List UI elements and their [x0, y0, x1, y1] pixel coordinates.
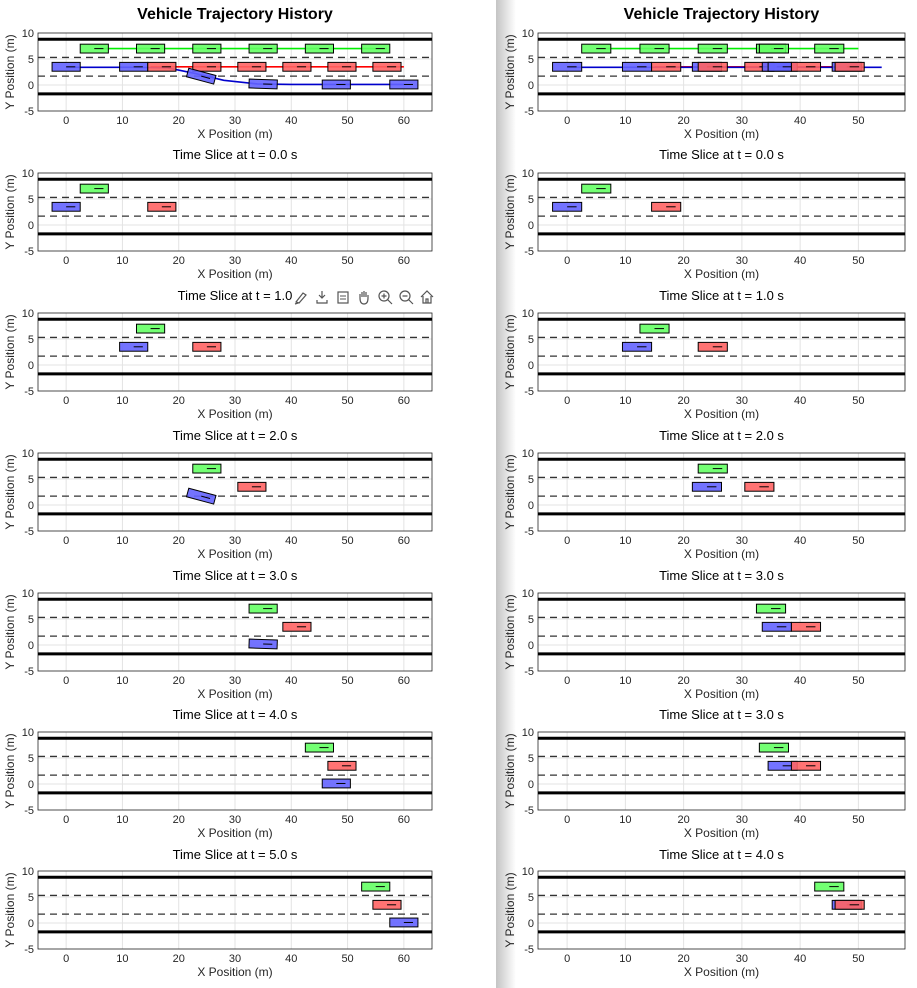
x-tick-label: 50 [852, 255, 865, 267]
x-tick-label: 50 [341, 115, 354, 127]
time-slice-title: Time Slice at t = 2.0 s [659, 428, 784, 443]
vehicle-marker [652, 202, 681, 211]
x-tick-label: 20 [677, 814, 690, 826]
x-axis-label: X Position (m) [197, 407, 273, 421]
time-slice-title: Time Slice at t = 3.0 s [172, 568, 298, 583]
x-tick-label: 30 [228, 675, 242, 687]
x-tick-label: 40 [794, 953, 807, 965]
vehicle-marker [745, 482, 774, 491]
x-tick-label: 20 [172, 395, 185, 407]
figure-title: Vehicle Trajectory History [137, 6, 333, 23]
x-tick-label: 40 [794, 814, 807, 826]
x-tick-label: 0 [564, 953, 571, 965]
x-tick-label: 10 [116, 255, 129, 267]
vehicle-marker [52, 202, 80, 211]
home-icon[interactable] [419, 289, 435, 305]
x-tick-label: 20 [677, 115, 690, 127]
x-tick-label: 10 [619, 814, 632, 826]
vehicle-marker [249, 79, 277, 89]
vehicle-marker [249, 639, 277, 649]
vehicle-marker [120, 62, 148, 71]
x-tick-label: 50 [341, 255, 354, 267]
vehicle-marker [322, 80, 350, 89]
x-tick-label: 10 [116, 535, 129, 547]
vehicle-marker [791, 62, 820, 71]
y-tick-label: 0 [27, 80, 34, 92]
vehicle-marker [328, 62, 356, 71]
vehicle-marker [193, 44, 221, 53]
x-tick-label: 0 [63, 953, 70, 965]
vehicle-marker [373, 62, 401, 71]
y-tick-label: -5 [524, 246, 534, 258]
vehicle-marker [640, 44, 669, 53]
y-tick-label: 10 [21, 28, 34, 40]
x-tick-label: 50 [341, 675, 354, 687]
vehicle-marker [305, 743, 333, 752]
vehicle-marker [791, 622, 820, 631]
x-tick-label: 20 [172, 814, 185, 826]
y-tick-label: 0 [27, 779, 34, 791]
x-tick-label: 30 [735, 395, 749, 407]
x-tick-label: 0 [63, 675, 70, 687]
vehicle-marker [322, 779, 350, 788]
y-tick-label: 0 [27, 918, 34, 930]
x-tick-label: 0 [564, 675, 571, 687]
x-tick-label: 50 [341, 814, 354, 826]
x-tick-label: 30 [228, 395, 242, 407]
x-tick-label: 40 [285, 535, 298, 547]
vehicle-marker [362, 44, 390, 53]
y-tick-label: 0 [27, 640, 34, 652]
vehicle-marker [120, 342, 148, 351]
x-tick-label: 10 [116, 115, 129, 127]
x-tick-label: 10 [619, 255, 632, 267]
x-tick-label: 40 [285, 953, 298, 965]
x-tick-label: 0 [63, 255, 70, 267]
y-tick-label: -5 [524, 386, 534, 398]
x-tick-label: 0 [63, 535, 70, 547]
y-tick-label: 5 [527, 892, 534, 904]
copy-icon[interactable] [335, 289, 351, 305]
x-tick-label: 30 [735, 255, 749, 267]
x-tick-label: 60 [397, 814, 410, 826]
y-tick-label: -5 [24, 805, 34, 817]
x-tick-label: 20 [172, 255, 185, 267]
y-tick-label: 10 [521, 168, 534, 180]
y-tick-label: 5 [527, 54, 534, 66]
x-axis-label: X Position (m) [197, 965, 273, 979]
vehicle-marker [692, 482, 721, 491]
x-tick-label: 20 [172, 115, 185, 127]
vehicle-marker [640, 324, 669, 333]
x-tick-label: 0 [63, 115, 70, 127]
y-tick-label: -5 [24, 666, 34, 678]
y-tick-label: 5 [27, 474, 34, 486]
x-tick-label: 50 [341, 953, 354, 965]
y-tick-label: 5 [527, 753, 534, 765]
vehicle-marker [698, 342, 727, 351]
x-tick-label: 0 [564, 814, 571, 826]
time-slice-title: Time Slice at t = 4.0 s [172, 707, 298, 722]
vehicle-marker [815, 44, 844, 53]
vehicle-marker [362, 882, 390, 891]
y-axis-label: Y Position (m) [503, 594, 517, 670]
y-tick-label: 10 [521, 727, 534, 739]
y-tick-label: 0 [527, 80, 534, 92]
y-tick-label: 5 [27, 614, 34, 626]
y-tick-label: 5 [527, 614, 534, 626]
vehicle-marker [148, 202, 176, 211]
y-tick-label: 5 [27, 892, 34, 904]
vehicle-marker [52, 62, 80, 71]
y-tick-label: -5 [24, 246, 34, 258]
vehicle-marker [553, 202, 582, 211]
x-tick-label: 10 [619, 395, 632, 407]
x-tick-label: 40 [794, 395, 807, 407]
time-slice-title: Time Slice at t = 0.0 s [659, 147, 784, 162]
y-tick-label: 10 [21, 448, 34, 460]
vehicle-marker [762, 622, 791, 631]
x-tick-label: 30 [228, 814, 242, 826]
vehicle-marker [283, 622, 311, 631]
y-tick-label: 0 [527, 779, 534, 791]
x-tick-label: 40 [794, 675, 807, 687]
y-axis-label: Y Position (m) [3, 454, 17, 530]
x-tick-label: 0 [564, 395, 571, 407]
y-axis-label: Y Position (m) [503, 872, 517, 948]
vehicle-marker [80, 184, 108, 193]
vehicle-marker [390, 918, 418, 927]
y-tick-label: 0 [527, 918, 534, 930]
y-tick-label: 0 [527, 640, 534, 652]
x-tick-label: 0 [63, 814, 70, 826]
x-tick-label: 40 [794, 255, 807, 267]
x-tick-label: 0 [564, 535, 571, 547]
vehicle-marker [193, 464, 221, 473]
y-tick-label: 0 [27, 220, 34, 232]
x-tick-label: 20 [677, 953, 690, 965]
x-tick-label: 50 [852, 675, 865, 687]
zoom-in-icon[interactable] [377, 289, 393, 305]
y-tick-label: 10 [21, 588, 34, 600]
vehicle-marker [373, 900, 401, 909]
y-tick-label: 5 [27, 334, 34, 346]
y-tick-label: 0 [27, 500, 34, 512]
vehicle-marker [238, 62, 266, 71]
y-tick-label: 0 [527, 220, 534, 232]
time-slice-title: Time Slice at t = 1.0 [177, 288, 293, 303]
x-tick-label: 30 [228, 115, 242, 127]
x-tick-label: 30 [228, 535, 242, 547]
vehicle-marker [249, 44, 277, 53]
x-tick-label: 10 [116, 814, 129, 826]
y-axis-label: Y Position (m) [3, 872, 17, 948]
vehicle-marker [390, 80, 418, 89]
y-tick-label: -5 [24, 944, 34, 956]
vehicle-marker [305, 44, 333, 53]
time-slice-title: Time Slice at t = 3.0 s [659, 568, 784, 583]
x-tick-label: 40 [794, 115, 807, 127]
y-tick-label: -5 [24, 106, 34, 118]
vehicle-marker [756, 604, 785, 613]
vehicle-marker [622, 62, 651, 71]
brush-icon[interactable] [293, 289, 309, 305]
y-axis-label: Y Position (m) [503, 34, 517, 110]
vehicle-marker [238, 482, 266, 491]
x-tick-label: 30 [735, 675, 749, 687]
x-tick-label: 10 [619, 535, 632, 547]
vehicle-marker [698, 44, 727, 53]
x-tick-label: 20 [172, 953, 185, 965]
vehicle-marker [652, 62, 681, 71]
x-axis-label: X Position (m) [683, 826, 760, 840]
time-slice-title: Time Slice at t = 2.0 s [172, 428, 298, 443]
x-tick-label: 60 [397, 115, 410, 127]
vehicle-marker [815, 882, 844, 891]
x-tick-label: 20 [172, 675, 185, 687]
x-tick-label: 60 [397, 953, 410, 965]
y-axis-label: Y Position (m) [3, 314, 17, 390]
y-axis-label: Y Position (m) [503, 314, 517, 390]
y-axis-label: Y Position (m) [3, 594, 17, 670]
x-axis-label: X Position (m) [197, 687, 273, 701]
x-tick-label: 10 [619, 675, 632, 687]
y-tick-label: -5 [524, 526, 534, 538]
y-axis-label: Y Position (m) [503, 454, 517, 530]
vehicle-marker [698, 62, 727, 71]
x-tick-label: 50 [852, 814, 865, 826]
y-tick-label: -5 [24, 386, 34, 398]
y-tick-label: 5 [27, 753, 34, 765]
time-slice-title: Time Slice at t = 3.0 s [659, 707, 784, 722]
x-axis-label: X Position (m) [683, 267, 760, 281]
x-tick-label: 30 [735, 814, 749, 826]
x-axis-label: X Position (m) [683, 687, 760, 701]
x-tick-label: 30 [735, 115, 749, 127]
x-tick-label: 60 [397, 675, 410, 687]
y-tick-label: 10 [21, 168, 34, 180]
vehicle-marker [137, 44, 165, 53]
y-tick-label: 10 [521, 28, 534, 40]
y-tick-label: 0 [527, 500, 534, 512]
vehicle-marker [249, 604, 277, 613]
y-tick-label: -5 [24, 526, 34, 538]
y-tick-label: 10 [521, 866, 534, 878]
x-tick-label: 40 [285, 115, 298, 127]
x-tick-label: 60 [397, 255, 410, 267]
time-slice-title: Time Slice at t = 1.0 s [659, 288, 784, 303]
y-axis-label: Y Position (m) [503, 733, 517, 809]
x-tick-label: 40 [285, 255, 298, 267]
vehicle-marker [137, 324, 165, 333]
x-tick-label: 60 [397, 535, 410, 547]
y-tick-label: 5 [27, 54, 34, 66]
x-axis-label: X Position (m) [683, 407, 760, 421]
x-axis-label: X Position (m) [683, 965, 760, 979]
y-axis-label: Y Position (m) [3, 733, 17, 809]
vehicle-marker [582, 184, 611, 193]
figure-title: Vehicle Trajectory History [623, 6, 820, 23]
vehicle-marker [283, 62, 311, 71]
x-tick-label: 0 [564, 115, 571, 127]
vehicle-marker [582, 44, 611, 53]
x-tick-label: 10 [619, 115, 632, 127]
vehicle-marker [553, 62, 582, 71]
x-tick-label: 30 [228, 255, 242, 267]
x-tick-label: 0 [63, 395, 70, 407]
y-tick-label: 10 [21, 308, 34, 320]
zoom-out-icon[interactable] [398, 289, 414, 305]
x-axis-label: X Position (m) [683, 547, 760, 561]
x-tick-label: 20 [677, 675, 690, 687]
x-tick-label: 50 [341, 535, 354, 547]
x-tick-label: 40 [285, 395, 298, 407]
y-tick-label: -5 [524, 805, 534, 817]
y-tick-label: 5 [527, 334, 534, 346]
vehicle-marker [80, 44, 108, 53]
x-tick-label: 50 [341, 395, 354, 407]
y-tick-label: 0 [27, 360, 34, 372]
x-axis-label: X Position (m) [683, 127, 760, 141]
y-axis-label: Y Position (m) [3, 34, 17, 110]
x-axis-label: X Position (m) [197, 127, 273, 141]
vehicle-marker [759, 44, 788, 53]
y-tick-label: 5 [527, 194, 534, 206]
x-tick-label: 50 [852, 953, 865, 965]
y-tick-label: -5 [524, 944, 534, 956]
x-tick-label: 0 [564, 255, 571, 267]
vehicle-marker [791, 761, 820, 770]
y-tick-label: -5 [524, 666, 534, 678]
y-tick-label: 10 [21, 866, 34, 878]
time-slice-title: Time Slice at t = 5.0 s [172, 847, 298, 862]
vehicle-marker [622, 342, 651, 351]
x-tick-label: 30 [735, 953, 749, 965]
x-tick-label: 20 [172, 535, 185, 547]
x-tick-label: 20 [677, 255, 690, 267]
x-tick-label: 10 [116, 953, 129, 965]
y-tick-label: 0 [527, 360, 534, 372]
vehicle-marker [759, 743, 788, 752]
x-axis-label: X Position (m) [197, 267, 273, 281]
x-axis-label: X Position (m) [197, 826, 273, 840]
x-tick-label: 50 [852, 535, 865, 547]
x-tick-label: 20 [677, 535, 690, 547]
x-tick-label: 40 [285, 675, 298, 687]
vehicle-marker [193, 62, 221, 71]
vehicle-marker [698, 464, 727, 473]
vehicle-marker [193, 342, 221, 351]
x-axis-label: X Position (m) [197, 547, 273, 561]
vehicle-marker [835, 900, 864, 909]
vehicle-marker [148, 62, 176, 71]
x-tick-label: 40 [794, 535, 807, 547]
vehicle-marker [328, 761, 356, 770]
y-tick-label: 10 [521, 588, 534, 600]
x-tick-label: 40 [285, 814, 298, 826]
axes-toolbar [293, 289, 435, 305]
y-axis-label: Y Position (m) [3, 174, 17, 250]
y-tick-label: 5 [27, 194, 34, 206]
export-icon[interactable] [314, 289, 330, 305]
x-tick-label: 30 [228, 953, 242, 965]
time-slice-title: Time Slice at t = 0.0 s [172, 147, 298, 162]
x-tick-label: 50 [852, 395, 865, 407]
x-tick-label: 30 [735, 535, 749, 547]
y-tick-label: 10 [521, 308, 534, 320]
y-tick-label: -5 [524, 106, 534, 118]
y-tick-label: 10 [521, 448, 534, 460]
x-tick-label: 50 [852, 115, 865, 127]
y-axis-label: Y Position (m) [503, 174, 517, 250]
x-tick-label: 60 [397, 395, 410, 407]
y-tick-label: 5 [527, 474, 534, 486]
x-tick-label: 10 [116, 395, 129, 407]
x-tick-label: 20 [677, 395, 690, 407]
x-tick-label: 10 [116, 675, 129, 687]
y-tick-label: 10 [21, 727, 34, 739]
x-tick-label: 10 [619, 953, 632, 965]
time-slice-title: Time Slice at t = 4.0 s [659, 847, 784, 862]
pan-icon[interactable] [356, 289, 372, 305]
vehicle-marker [835, 62, 864, 71]
